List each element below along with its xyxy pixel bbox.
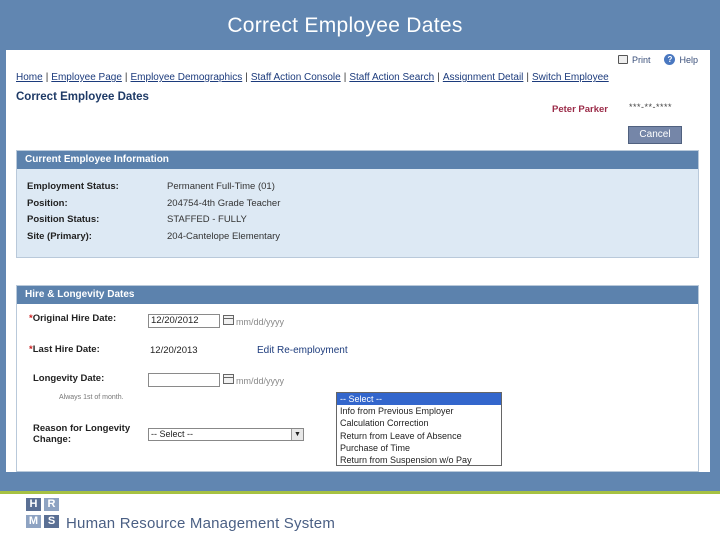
info-panel-title: Current Employee Information <box>17 151 698 169</box>
info-value: 204754-4th Grade Teacher <box>167 198 281 209</box>
longevity-date-label: Longevity Date: <box>33 373 105 384</box>
calendar-icon[interactable] <box>223 374 234 384</box>
help-label: Help <box>679 54 698 65</box>
nav-assignment-detail[interactable]: Assignment Detail <box>442 72 524 83</box>
dropdown-option[interactable]: Info from Previous Employer <box>340 406 454 417</box>
dropdown-option[interactable]: Calculation Correction <box>340 418 429 429</box>
info-row <box>27 198 280 209</box>
logo-letter: R <box>44 498 59 511</box>
logo-text: Human Resource Management System <box>66 515 336 532</box>
info-row <box>27 214 247 225</box>
logo-letter: H <box>26 498 41 511</box>
hire-panel-title: Hire & Longevity Dates <box>17 286 698 304</box>
longevity-date-input[interactable] <box>148 373 220 387</box>
dropdown-option[interactable]: -- Select -- <box>337 393 501 405</box>
longevity-note: Always 1st of month. <box>59 394 124 401</box>
reason-select-value: -- Select -- <box>151 429 194 439</box>
original-hire-label: *Original Hire Date: <box>29 313 117 324</box>
current-employee-info-panel <box>16 150 699 258</box>
info-value: STAFFED - FULLY <box>167 214 247 225</box>
top-links <box>618 54 698 65</box>
info-value: 204-Cantelope Elementary <box>167 231 281 242</box>
logo-letter: S <box>44 515 59 528</box>
chevron-down-icon: ▼ <box>291 429 303 440</box>
reason-select[interactable] <box>148 428 304 441</box>
edit-reemployment-link[interactable]: Edit Re-employment <box>257 345 348 356</box>
nav-employee-page[interactable]: Employee Page <box>51 72 122 83</box>
info-row <box>27 231 280 242</box>
dropdown-option[interactable]: Return from Leave of Absence <box>340 430 462 441</box>
last-hire-label: *Last Hire Date: <box>29 344 100 355</box>
last-hire-date-value: 12/20/2013 <box>150 345 198 356</box>
app-screen <box>6 50 710 472</box>
calendar-icon[interactable] <box>223 315 234 325</box>
breadcrumb-nav: Home | Employee Page | Employee Demographics | Staff Action Console | Staff Action Search | Assignment Detail | Switch Employee <box>16 72 609 83</box>
reason-label: Reason for Longevity Change: <box>33 423 131 445</box>
nav-switch-employee[interactable]: Switch Employee <box>532 72 609 83</box>
info-label: Site (Primary): <box>27 231 92 242</box>
help-icon: ? <box>664 54 675 65</box>
longevity-date-hint: mm/dd/yyyy <box>236 376 285 386</box>
info-label: Position: <box>27 198 68 209</box>
nav-employee-demographics[interactable]: Employee Demographics <box>130 72 243 83</box>
info-row <box>27 181 275 192</box>
dropdown-option[interactable]: Purchase of Time <box>340 442 411 453</box>
logo-letter: M <box>26 515 41 528</box>
dropdown-option[interactable]: Return from Suspension w/o Pay <box>340 454 472 465</box>
cancel-button[interactable]: Cancel <box>628 126 682 144</box>
nav-staff-action-console[interactable]: Staff Action Console <box>250 72 341 83</box>
original-hire-date-hint: mm/dd/yyyy <box>236 317 285 327</box>
nav-staff-action-search[interactable]: Staff Action Search <box>349 72 435 83</box>
print-label: Print <box>631 54 651 65</box>
original-hire-date-input[interactable]: 12/20/2012 <box>148 314 220 328</box>
info-value: Permanent Full-Time (01) <box>167 181 275 192</box>
help-link[interactable] <box>664 54 698 65</box>
hrms-logo <box>26 498 62 530</box>
print-link[interactable] <box>618 54 651 65</box>
page-title: Correct Employee Dates <box>16 91 149 103</box>
slide-title: Correct Employee Dates <box>227 14 463 37</box>
info-label: Employment Status: <box>27 181 119 192</box>
footer-rule-green <box>0 491 720 494</box>
employee-name: Peter Parker <box>552 104 608 115</box>
reason-dropdown-list[interactable] <box>336 392 502 466</box>
info-label: Position Status: <box>27 214 100 225</box>
printer-icon <box>618 55 628 64</box>
nav-home[interactable]: Home <box>16 72 43 83</box>
employee-ssn: ***-**-**** <box>629 102 673 112</box>
